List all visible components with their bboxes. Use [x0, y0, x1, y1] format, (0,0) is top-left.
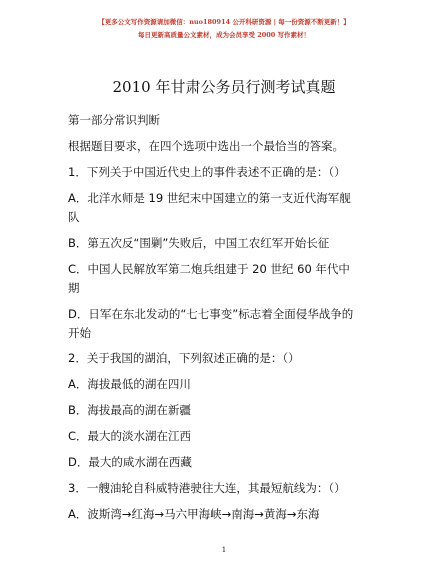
page-number: 1 — [221, 546, 227, 554]
question-1-option-c-continuation: 期 — [68, 281, 80, 295]
question-2-option-a: A．海拔最低的湖在四川 — [68, 377, 191, 391]
question-1-option-d: D．日军在东北发动的“七七事变”标志着全面侵华战争的 — [68, 307, 354, 321]
instruction-text: 根据题目要求，在四个选项中选出一个最恰当的答案。 — [68, 139, 344, 153]
question-2-option-d: D．最大的咸水湖在西藏 — [68, 455, 192, 469]
question-2-option-b: B．海拔最高的湖在新疆 — [68, 403, 191, 417]
question-1-option-a: A．北洋水师是 19 世纪末中国建立的第一支近代海军舰 — [68, 191, 351, 205]
question-1-stem: 1．下列关于中国近代史上的事件表述不正确的是：（） — [68, 165, 346, 179]
question-3-option-a: A．波斯湾→红海→马六甲海峡→南海→黄海→东海 — [68, 507, 320, 521]
question-1-option-b: B．第五次反“围剿”失败后，中国工农红军开始长征 — [68, 236, 330, 250]
question-1-option-d-continuation: 开始 — [68, 326, 91, 340]
question-2-option-c: C．最大的淡水湖在江西 — [68, 429, 192, 443]
question-2-stem: 2．关于我国的湖泊，下列叙述正确的是：（） — [68, 351, 300, 365]
promo-banner-line-1: 【更多公文写作资源请加微信：nuo180914 公开科研资源 | 每一份资源不断更新！】 — [98, 18, 350, 26]
question-1-option-c: C．中国人民解放军第二炮兵组建于 20 世纪 60 年代中 — [68, 262, 350, 276]
section-heading: 第一部分常识判断 — [68, 113, 160, 127]
document-title: 2010 年甘肃公务员行测考试真题 — [112, 78, 336, 96]
question-3-stem: 3．一艘油轮自科威特港驶往大连，其最短航线为：（） — [68, 481, 346, 495]
promo-banner-line-2: 每日更新高质量公文素材，成为会员享受 2000 写作素材！ — [137, 31, 311, 39]
question-1-option-a-continuation: 队 — [68, 210, 80, 224]
